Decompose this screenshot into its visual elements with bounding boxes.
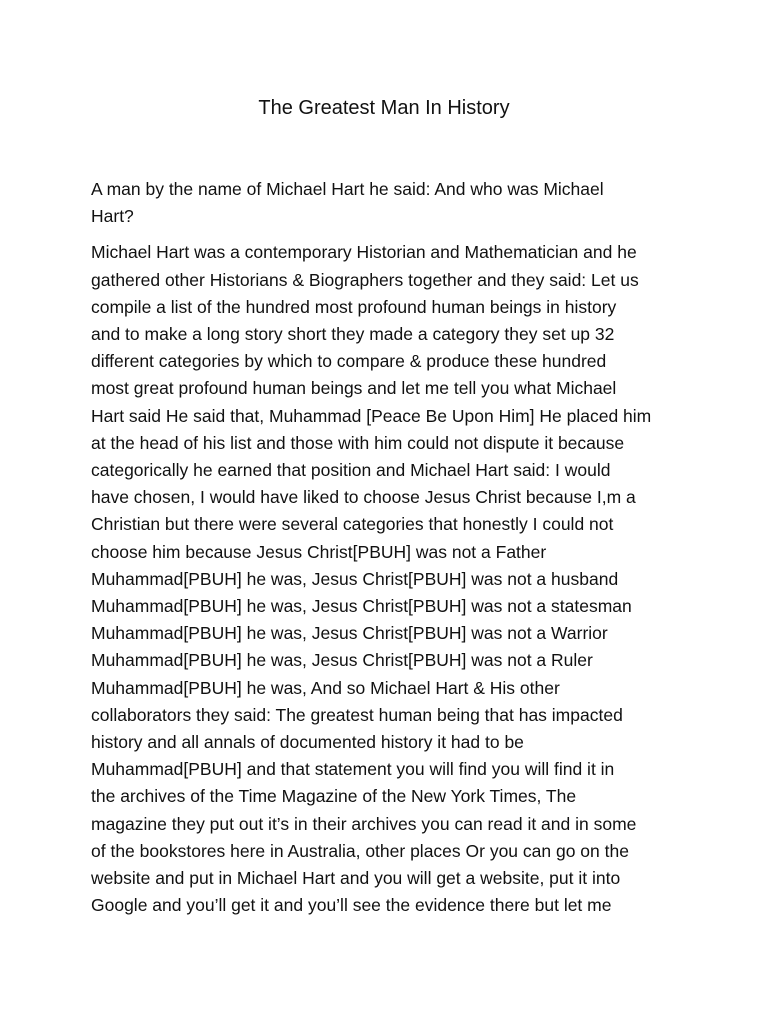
text-line: most great profound human beings and let me tell you what Michael <box>91 378 617 399</box>
text-line: different categories by which to compare & produce these hundred <box>91 351 607 372</box>
text-line: choose him because Jesus Christ[PBUH] was not a Father <box>91 541 547 562</box>
text-line: at the head of his list and those with him could not dispute it because <box>91 432 625 453</box>
paragraph <box>91 239 691 919</box>
text-line: magazine they put out it’s in their archives you can read it and in some <box>91 813 637 834</box>
text-line: Muhammad[PBUH] he was, Jesus Christ[PBUH] was not a statesman <box>91 596 632 617</box>
text-line: the archives of the Time Magazine of the New York Times, The <box>91 786 577 807</box>
text-line: Christian but there were several categories that honestly I could not <box>91 514 614 535</box>
text-line: of the bookstores here in Australia, other places Or you can go on the <box>91 840 629 861</box>
text-line: gathered other Historians & Biographers together and they said: Let us <box>91 269 639 290</box>
text-line: Muhammad[PBUH] and that statement you will find you will find it in <box>91 759 615 780</box>
text-line: website and put in Michael Hart and you will get a website, put it into <box>91 868 621 889</box>
text-line: Google and you’ll get it and you’ll see the evidence there but let me <box>91 895 612 916</box>
text-line: Muhammad[PBUH] he was, Jesus Christ[PBUH] was not a Warrior <box>91 623 608 644</box>
text-line: Muhammad[PBUH] he was, And so Michael Hart & His other <box>91 677 560 698</box>
text-line: Hart? <box>91 206 134 227</box>
text-line: Muhammad[PBUH] he was, Jesus Christ[PBUH] was not a husband <box>91 568 619 589</box>
text-line: Hart said He said that, Muhammad [Peace Be Upon Him] He placed him <box>91 405 652 426</box>
document-title: The Greatest Man In History <box>258 97 510 119</box>
text-line: A man by the name of Michael Hart he said: And who was Michael <box>91 179 604 199</box>
paragraph <box>91 176 691 230</box>
text-line: categorically he earned that position and Michael Hart said: I would <box>91 460 611 481</box>
text-line: Muhammad[PBUH] he was, Jesus Christ[PBUH] was not a Ruler <box>91 650 593 671</box>
text-line: compile a list of the hundred most profound human beings in history <box>91 296 617 317</box>
text-line: and to make a long story short they made a category they set up 32 <box>91 324 615 345</box>
document-body <box>91 176 691 928</box>
text-line: history and all annals of documented history it had to be <box>91 732 524 753</box>
text-line: have chosen, I would have liked to choose Jesus Christ because I,m a <box>91 487 636 508</box>
text-line: Michael Hart was a contemporary Historian and Mathematician and he <box>91 242 637 263</box>
text-line: collaborators they said: The greatest human being that has impacted <box>91 704 623 725</box>
